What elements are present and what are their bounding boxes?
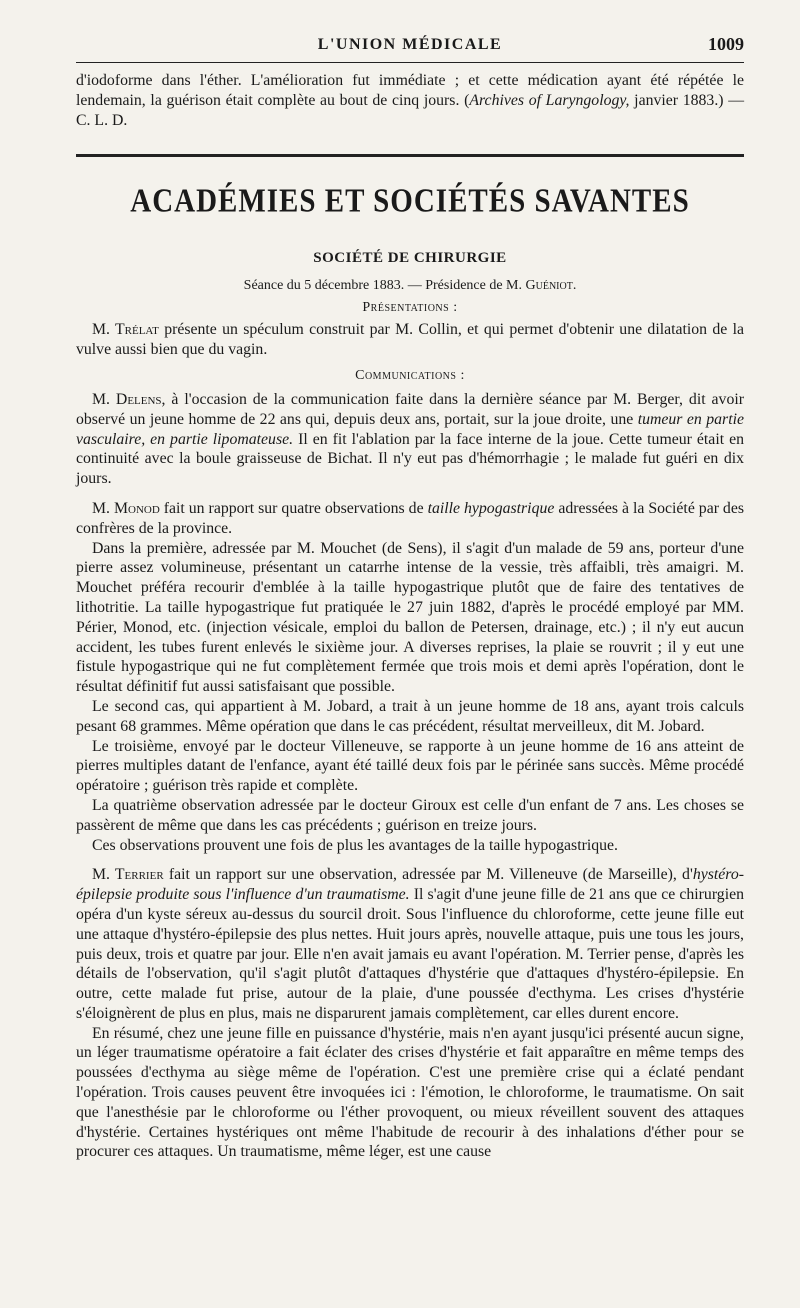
section-title: ACADÉMIES ET SOCIÉTÉS SAVANTES: [130, 182, 690, 221]
running-header: [76, 28, 744, 62]
seance-prefix: Séance du 5 décembre 1883. — Présidence de M.: [243, 278, 526, 294]
paragraph-text: fait un rapport sur quatre observations de: [159, 499, 428, 517]
paragraph-text: adressées à la Société par des confrères de la province.: [76, 499, 744, 537]
italic-text: tumeur en partie vasculaire, en partie lipomateuse.: [76, 410, 744, 448]
communication-paragraph: Le troisième, envoyé par le docteur Villeneuve, se rapporte à un jeune homme de 16 ans atteint de pierres multiples datant de l'enfance, ayant été taillé deux fois par le périnée sans succès. Même procédé opératoire ; guérison très rapide et complète.: [76, 737, 744, 795]
prev-text: d'iodoforme dans l'éther. L'amélioration fut immédiate ; et cette médication ayant été répétée le lendemain, la guérison était complète au bout de cinq jours. (: [76, 72, 744, 109]
presentation-paragraph: [76, 320, 744, 360]
speaker-name: M. Terrier: [92, 866, 164, 884]
paragraph-text: présente un spéculum construit par M. Collin, et qui permet d'obtenir une dilatation de la vulve aussi bien que du vagin.: [76, 321, 744, 359]
society-title: SOCIÉTÉ DE CHIRURGIE: [313, 250, 507, 267]
header-rule: [76, 62, 744, 63]
president-name: Guéniot: [525, 278, 573, 294]
presentations-heading: Présentations :: [362, 300, 458, 316]
communication-paragraph: La quatrième observation adressée par le docteur Giroux est celle d'un enfant de 7 ans. Les choses se passèrent de même que dans les cas précédents ; guérison en treize jours.: [76, 796, 744, 834]
page-number: 1009: [708, 34, 744, 54]
communication-paragraph: [76, 865, 744, 1023]
paragraph-text: Il s'agit d'une jeune fille de 21 ans que ce chirurgien opéra d'un kyste séreux au-dessus du sourcil droit. Sous l'influence du chloroforme, cette jeune fille eut une attaque d'hystéro-épilepsie des plus nettes. Huit jours après, nouvelle attaque, puis une tous les jours, puis deux, trois et quatre par jour. Elle n'en avait jamais eu avant l'opération. M. Terrier pense, d'après les détails de l'observation, qu'il s'agit plutôt d'attaques d'hystérie que d'attaques d'hystéro-épilepsie. En outre, cette malade fut prise, autour de la plaie, d'une poussée d'ecthyma. Les crises d'hystérie s'éloignèrent de plus en plus, mais ne disparurent jamais complètement, car elles durent encore.: [76, 886, 744, 1022]
speaker-name: M. Monod: [92, 499, 160, 517]
speaker-name: M. Delens: [92, 390, 162, 408]
communication-paragraph: Le second cas, qui appartient à M. Jobard, a trait à un jeune homme de 18 ans, ayant trois calculs pesant 68 grammes. Même opération que dans le cas précédent, résultat merveilleux, dit M. Jobard.: [76, 697, 744, 735]
journal-title: L'UNION MÉDICALE: [317, 36, 503, 53]
paragraph-text: Il en fit l'ablation par la face interne de la joue. Cette tumeur était en continuité avec la boule graisseuse de Bichat. Il n'y eut pas d'hémorrhagie ; le malade fut guéri en dix jours.: [76, 430, 744, 488]
communications-heading: Communications :: [355, 367, 465, 383]
italic-text: hystéro-épilepsie produite sous l'influence d'un traumatisme.: [76, 866, 744, 904]
italic-text: taille hypogastrique: [427, 499, 555, 517]
communication-paragraph: Dans la première, adressée par M. Mouchet (de Sens), il s'agit d'un malade de 59 ans, porteur d'une pierre assez volumineuse, présentant un catarrhe intense de la vessie, très affaibli, très amaigri. M. Mouchet préféra recourir d'emblée à la taille hypogastrique plutôt que de faire des tentatives de lithotritie. La taille hypogastrique fut pratiquée le 27 juin 1882, d'après le procédé employé par MM. Périer, Monod, etc. (injection vésicale, emploi du ballon de Petersen, drainage, etc.) ; il n'y eut aucun accident, les tubes furent enlevés le sixième jour. A diverses reprises, la plaie se rouvrit ; il y eut une fistule hypogastrique qui ne fut complètement fermée que trois mois et demi après l'opération, dont le résultat définitif fut aussi satisfaisant que possible.: [76, 539, 744, 696]
speaker-name: M. Trélat: [92, 321, 159, 339]
communication-paragraph: [76, 499, 744, 539]
section-divider: [76, 154, 744, 157]
communication-paragraph: Ces observations prouvent une fois de plus les avantages de la taille hypogastrique.: [92, 836, 618, 854]
paragraph-text: , à l'occasion de la communication faite dans la dernière séance par M. Berger, dit avoir observé un jeune homme de 22 ans qui, depuis deux ans, portait, sur la joue droite, une: [76, 390, 744, 428]
prev-source: Archives of Laryngology,: [469, 91, 630, 109]
prev-tail: janvier 1883.) — C. L. D.: [76, 91, 744, 129]
communication-paragraph: [76, 390, 744, 489]
paragraph-text: fait un rapport sur une observation, adressée par M. Villeneuve (de Marseille), d': [163, 866, 693, 884]
seance-suffix: .: [572, 278, 577, 294]
seance-line: [76, 278, 744, 294]
communication-paragraph: En résumé, chez une jeune fille en puissance d'hystérie, mais n'en ayant jusqu'ici présenté aucun signe, un léger traumatisme opératoire a fait éclater des crises d'hystérie et fait apparaître en même temps des poussées d'ecthyma au siège même de l'opération. C'est une première crise qui a éclaté pendant l'opération. Trois causes peuvent être invoquées ici : l'émotion, le chloroforme, le traumatisme. On sait que l'anesthésie par le chloroforme ou l'éther provoquent, ou mieux réveillent souvent des attaques d'hystérie. Certaines hystériques ont même l'habitude de recourir à des inhalations d'éther pour se procurer ces attaques. Un traumatisme, même léger, est une cause: [76, 1024, 744, 1161]
journal-page: [76, 28, 744, 1162]
previous-article-tail: [76, 71, 744, 130]
